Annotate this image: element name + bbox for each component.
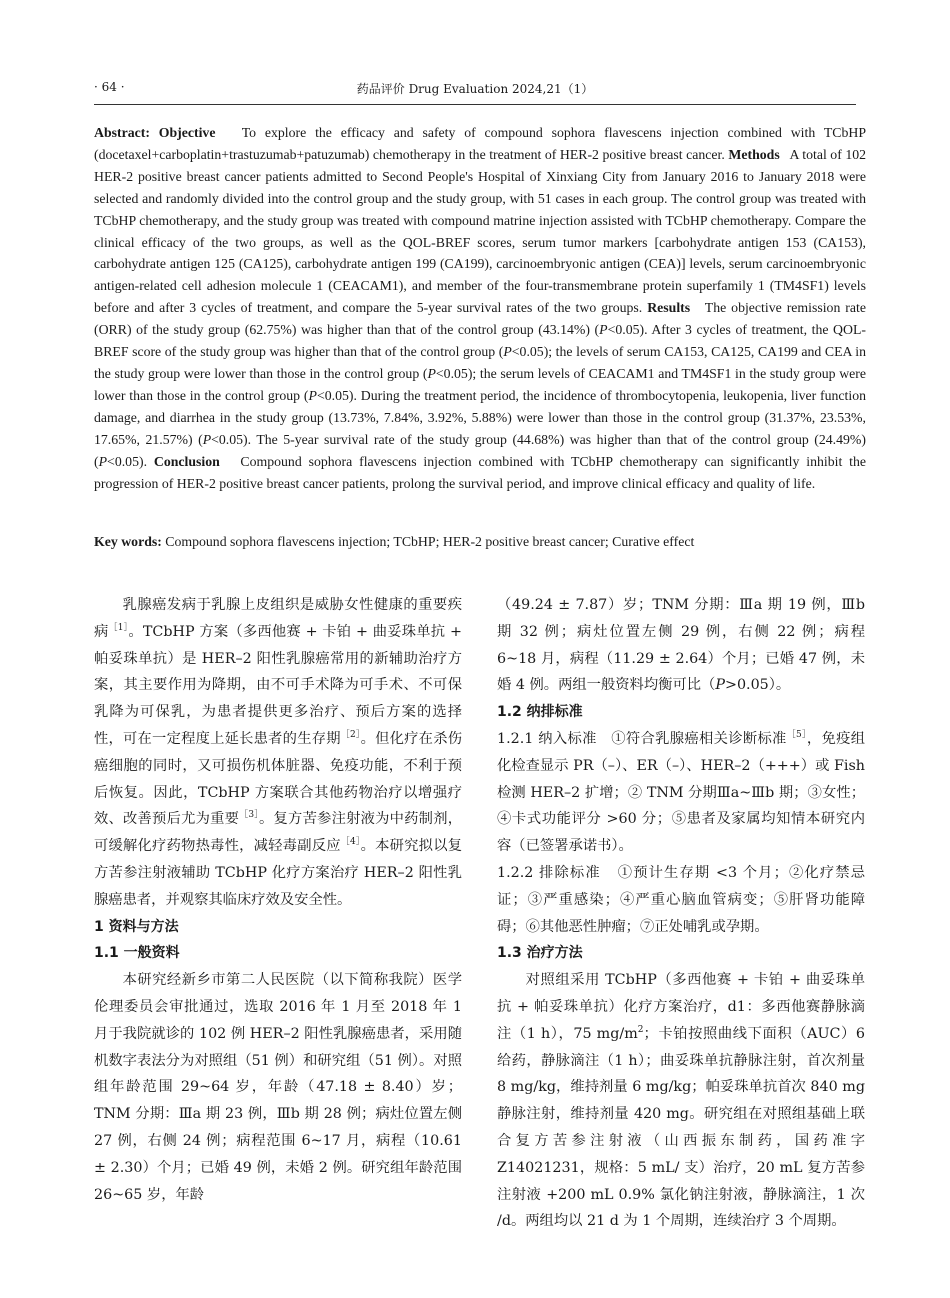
conclusion-text: Compound sophora flavescens injection combined with TCbHP chemotherapy can significantly inhibit the progression of HER-2 positive breast cancer patients, prolong the survival period, and improve clinical efficacy and quality of life. [94,453,866,491]
objective-text: To explore the efficacy and safety of compound sophora flavescens injection combined with TCbHP (docetaxel+carboplatin+trastuzumab+patuzumab) chemotherapy in the treatment of HER-2 positive breast cancer. [94,125,866,162]
abstract [94,122,866,494]
inclusion-text: ①符合乳腺癌相关诊断标准 [611,730,787,747]
results-text: <0.05); the serum levels of CEACAM1 and TM4SF1 in the study group were lower than those in the control group ( [94,365,866,403]
results-text: The objective remission rate (ORR) of the study group (62.75%) was higher than that of the control group (43.14%) ( [94,300,866,338]
intro-text: 乳腺癌发病于乳腺上皮组织是威胁女性健康的重要疾病 [94,597,462,640]
running-head: 药品评价 Drug Evaluation 2024,21（1） [356,82,594,96]
inclusion-label: 1.2.1 纳入标准 [497,730,597,747]
p-symbol: P [715,677,725,694]
subsection-heading: 1.3 治疗方法 [497,945,583,962]
keywords-text: Compound sophora flavescens injection; TCbHP; HER-2 positive breast cancer; Curative effect [165,534,695,549]
general-paragraph: 本研究经新乡市第二人民医院（以下简称我院）医学伦理委员会审批通过，选取 2016 年 1 月至 2018 年 1 月于我院就诊的 102 例 HER–2 阳性乳腺癌患者，采用随机数字表法分为对照组（51 例）和研究组（51 例）。对照组年龄范围 29~64 岁，年龄（47.18 ± 8.40）岁；TNM 分期：Ⅲa 期 23 例，Ⅲb 期 28 例；病灶位置左侧 27 例，右侧 24 例；病程范围 6~17 月，病程（10.61 ± 2.30）个月；已婚 49 例，未婚 2 例。研究组年龄范围 26~65 岁，年龄 [94,972,462,1203]
citation: ［4］ [340,837,361,848]
section-heading: 1 资料与方法 [94,918,179,935]
inclusion-text: ，免疫组化检查显示 PR（–）、ER（–）、HER–2（+++）或 Fish 检测 HER–2 扩增；② TNM 分期Ⅲa~Ⅲb 期；③女性；④卡式功能评分 >60 分；⑤患者及家属均知情本研究内容（已签署承诺书）。 [497,730,866,855]
treatment-text: 对照组采用 TCbHP（多西他赛 + 卡铂 + 曲妥珠单抗 + 帕妥珠单抗）化疗方案治疗，d1：多西他赛静脉滴注（1 h），75 mg/m [497,972,865,1042]
citation: ［5］ [786,730,807,741]
p-symbol: P [503,344,512,360]
intro-text: 。但化疗在杀伤癌细胞的同时，又可损伤机体脏器、免疫功能，不利于预后恢复。因此，TCbHP 方案联合其他药物治疗以增强疗效、改善预后尤为重要 [94,730,463,828]
general-text: >0.05）。 [724,677,791,694]
intro-paragraph [94,592,462,914]
page-number: · 64 · [94,80,125,94]
results-text: <0.05); the levels of serum CA153, CA125, CA199 and CEA in the study group were lower than those in the control group ( [94,344,866,381]
results-text: <0.05). [107,453,148,469]
conclusion-label: Conclusion [153,453,220,469]
citation: ［1］ [108,623,129,634]
intro-text: 。TCbHP 方案（多西他赛 + 卡铂 + 曲妥珠单抗 + 帕妥珠单抗）是 HER–2 阳性乳腺癌常用的新辅助治疗方案，其主要作用为降期，由不可手术降为可手术、不可保乳降为可保乳，为患者提供更多治疗、预后方案的选择性，可在一定程度上延长患者的生存期 [94,623,463,747]
general-text: （49.24 ± 7.87）岁；TNM 分期：Ⅲa 期 19 例，Ⅲb 期 32 例；病灶位置左侧 29 例，右侧 22 例；病程 6~18 月，病程（11.29 ± 2.64）个月；已婚 47 例，未婚 4 例。两组一般资料均衡可比（ [497,597,865,694]
inclusion-paragraph [497,726,865,860]
methods-text: A total of 102 HER-2 positive breast cancer patients admitted to Second People's Hospital of Xinxiang City from January 2016 to January 2018 were selected and randomly divided into the control group and the study group, with 51 cases in each group. The control group was treated with TCbHP chemotherapy, and the study group was treated with compound matrine injection assisted with TCbHP chemotherapy. Compare the clinical efficacy of the two groups, as well as the QOL-BREF scores, serum tumor markers [carbohydrate antigen 153 (CA153), carbohydrate antigen 125 (CA125), carbohydrate antigen 199 (CA199), carcinoembryonic antigen (CEA)] levels, serum carcinoembryonic antigen-related cell adhesion molecule 1 (CEACAM1), and member of the four-transmembrane protein superfamily 1 (TM4SF1) levels before and after 3 cycles of treatment, and compare the 5-year survival rates of the two groups. [94,146,867,316]
p-symbol: P [202,431,212,447]
superscript: 2 [637,1024,644,1035]
treatment-text: ；卡铂按照曲线下面积（AUC）6 给药，静脉滴注（1 h）；曲妥珠单抗静脉注射，首次剂量 8 mg/kg，维持剂量 6 mg/kg；帕妥珠单抗首次 840 mg 静脉注射，维持剂量 420 mg。研究组在对照组基础上联合复方苦参注射液（山西振东制药，国药准字 Z14021231，规格：5 mL/ 支）治疗，20 mL 复方苦参注射液 +200 mL 0.9% 氯化钠注射液，静脉滴注，1 次 /d。两组均以 21 d 为 1 个周期，连续治疗 3 个周期。 [497,1025,865,1230]
methods-label: Methods [728,146,780,162]
p-symbol: P [98,453,108,469]
left-column [94,592,462,1208]
subsection-heading: 1.2 纳排标准 [497,704,583,721]
general-continued [497,592,865,699]
results-text: <0.05). During the treatment period, the incidence of thrombocytopenia, leukopenia, liver function damage, and diarrhea in the study group (13.73%, 7.84%, 3.92%, 5.88%) were lower than those in the control group (31.37%, 23.53%, 17.65%, 21.57%) ( [94,387,866,447]
treatment-paragraph [497,967,865,1235]
keywords-label: Key words: [94,534,162,549]
results-text: <0.05). The 5-year survival rate of the study group (44.68%) was higher than that of the control group (24.49%) ( [94,431,867,469]
citation: ［3］ [239,810,260,821]
exclusion-text: ①预计生存期 <3 个月；②化疗禁忌证；③严重感染；④严重心脑血管病变；⑤肝肾功能障碍；⑥其他恶性肿瘤；⑦正处哺乳或孕期。 [497,864,865,935]
results-label: Results [647,300,691,316]
subsection-heading: 1.1 一般资料 [94,945,180,962]
objective-label: Abstract: Objective [94,125,216,140]
p-symbol: P [427,365,436,381]
exclusion-paragraph [497,860,865,940]
keywords [94,531,866,553]
p-symbol: P [599,322,608,338]
p-symbol: P [308,387,317,403]
exclusion-label: 1.2.2 排除标准 [497,864,601,881]
page-header [94,72,856,105]
right-column [497,592,865,1235]
citation: ［2］ [340,730,361,741]
intro-text: 。复方苦参注射液为中药制剂，可缓解化疗药物热毒性，减轻毒副反应 [94,811,463,855]
intro-text: 。本研究拟以复方苦参注射液辅助 TCbHP 化疗方案治疗 HER–2 阳性乳腺癌患者，并观察其临床疗效及安全性。 [94,838,463,908]
results-text: <0.05). After 3 cycles of treatment, the QOL-BREF score of the study group was higher than that of the control group ( [94,322,866,360]
